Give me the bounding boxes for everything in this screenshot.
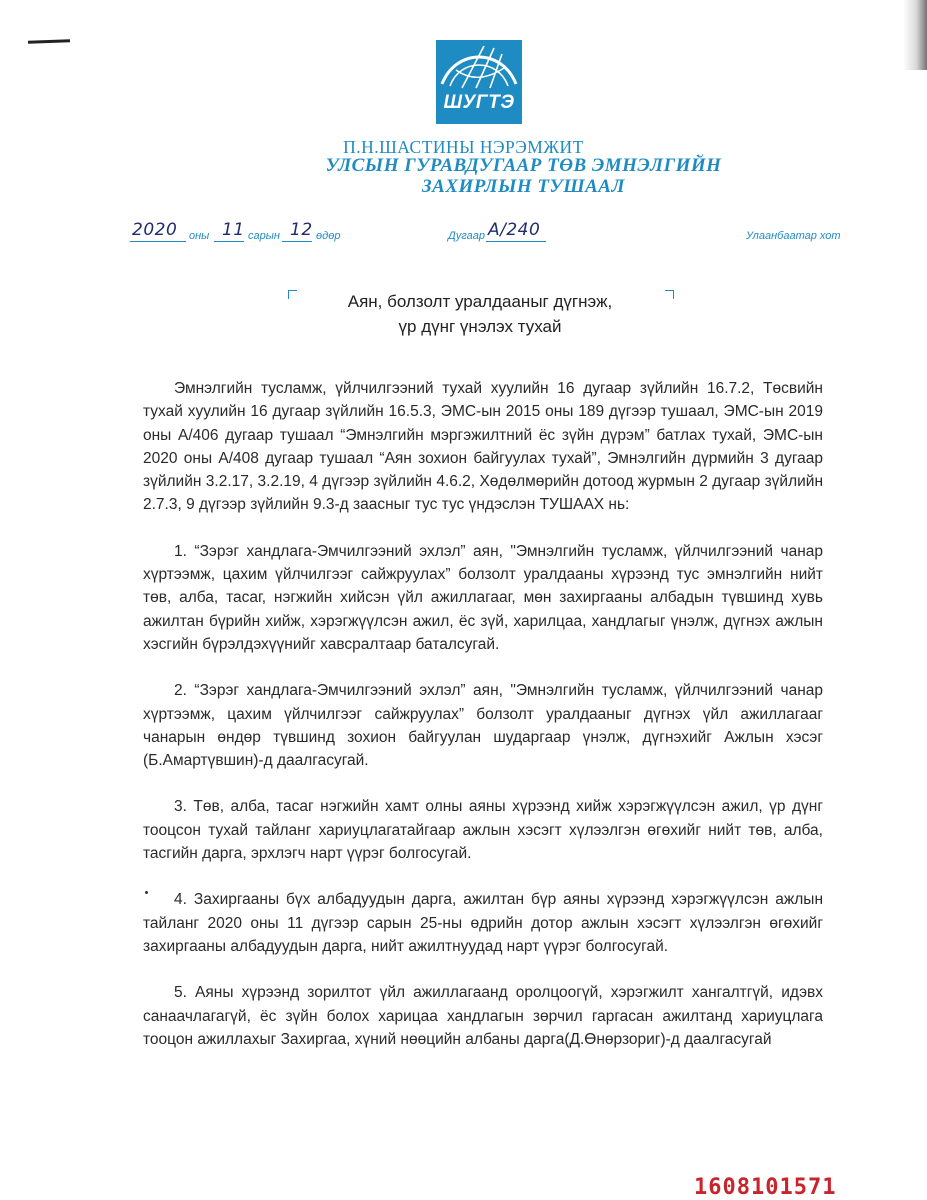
month-value: 11 <box>222 220 245 240</box>
order-number: A/240 <box>488 220 541 240</box>
order-item: 5. Аяны хүрээнд зорилтот үйл ажиллагаанд оролцоогүй, хэрэгжилт хангалтгүй, идэвх санаачлагагүй, ёс зүйн болох харицаа хандлагын зөрчил гаргасан ажилтанд хариуцлага тооцон ажиллахыг Захиргаа, хүний нөөцийн албаны дарга(Д.Өнөрзориг)-д даалгасугай <box>143 984 823 1048</box>
order-title-line-1: Аян, болзолт уралдааныг дүгнэж, <box>347 292 613 311</box>
order-body <box>143 377 823 1051</box>
serial-number-stamp: 1608101571 <box>694 1175 837 1200</box>
month-underline <box>214 241 244 242</box>
intro-paragraph: Эмнэлгийн тусламж, үйлчилгээний тухай хуулийн 16 дугаар зүйлийн 16.7.2, Төсвийн тухай хуулийн 16 дугаар зүйлийн 16.5.3, ЭМС-ын 2015 оны 189 дүгээр тушаал, ЭМС-ын 2019 оны А/406 дугаар тушаал “Эмнэлгийн мэргэжилтний ёс зүйн дүрэм” батлах тухай, ЭМС-ын 2020 оны А/408 дугаар тушаал “Аян зохион байгуулах тухай”, Эмнэлгийн дүрмийн 3 дугаар зүйлийн 3.2.17, 3.2.19, 4 дүгээр зүйлийн 4.6.2, Хөдөлмөрийн дотоод журмын 2 дугаар зүйлийн 2.7.3, 9 дүгээр зүйлийн 9.3-д заасныг тус тус үндэслэн ТУШААХ нь: <box>143 380 823 514</box>
year-value: 2020 <box>132 220 178 240</box>
order-item: 1. “Зэрэг хандлага-Эмчилгээний эхлэл” аян, "Эмнэлгийн тусламж, үйлчилгээний чанар хүртээмж, цахим үйлчилгээг сайжруулах” болзолт уралдааны хүрээнд тус эмнэлгийн нийт төв, алба, тасаг, нэгжийн хийсэн үйл ажиллагааг, мөн захиргааны албадын түвшинд хувь ажилтан бүрийн хийж, хэрэгжүүлсэн ажил, ёс зүй, харилцаа, хандлагыг үнэлж, дүгнэх ажлын хэсгийн бүрэлдэхүүнийг хавсралтаар баталсугай. <box>143 542 823 653</box>
day-underline <box>282 241 312 242</box>
number-label: Дугаар <box>448 230 486 242</box>
header-org-name: УЛСЫН ГУРАВДУГААР ТӨВ ЭМНЭЛГИЙН <box>325 155 722 176</box>
order-item: 2. “Зэрэг хандлага-Эмчилгээний эхлэл” аян, "Эмнэлгийн тусламж, үйлчилгээний чанар хүртээмж, цахим үйлчилгээг сайжруулах” болзолт уралдааныг дүгнэх үйл ажиллагааг чанарын өндөр түвшинд зохион байгуулан шударгаар үнэлж, дүгнэхийг Ажлын хэсэг (Б.Амартүвшин)-д даалгасугай. <box>143 682 823 770</box>
header-subtitle: П.Н.ШАСТИНЫ НЭРЭМЖИТ <box>343 137 584 157</box>
day-value: 12 <box>290 220 313 240</box>
scan-speck <box>145 891 148 894</box>
scan-mark <box>28 39 70 43</box>
order-item: 3. Төв, алба, тасаг нэгжийн хамт олны аяны хүрээнд хийж хэрэгжүүлсэн ажил, үр дүнг тооцсон тухай тайланг хариуцлагатайгаар ажлын хэсэгт хүлээлгэн өгөхийг нийт төв, алба, тасгийн дарга, эрхлэгч нарт үүрэг болгосугай. <box>143 798 823 863</box>
hospital-logo <box>436 40 522 124</box>
day-label: өдөр <box>316 230 341 242</box>
order-item: 4. Захиргааны бүх албадуудын дарга, ажилтан бүр аяны хүрээнд хэрэгжүүлсэн ажлын тайланг 2020 оны 11 дүгээр сарын 25-ны өдрийн дотор ажлын хэсэгт хүлээлгэн өгөхийг захиргааны албадуудын дарга, нийт ажилтнуудад нарт үүрэг болгосугай. <box>143 891 823 955</box>
header-doc-type: ЗАХИРЛЫН ТУШААЛ <box>422 176 625 197</box>
year-label: оны <box>189 230 210 242</box>
logo-text: ШУГТЭ <box>443 92 515 113</box>
city-label: Улаанбаатар хот <box>746 230 841 242</box>
year-underline <box>130 241 186 242</box>
month-label: сарын <box>248 230 280 242</box>
scan-edge-shadow <box>903 0 927 70</box>
number-underline <box>486 241 546 242</box>
order-title-line-2: үр дүнг үнэлэх тухай <box>398 317 562 336</box>
order-meta <box>0 222 927 248</box>
